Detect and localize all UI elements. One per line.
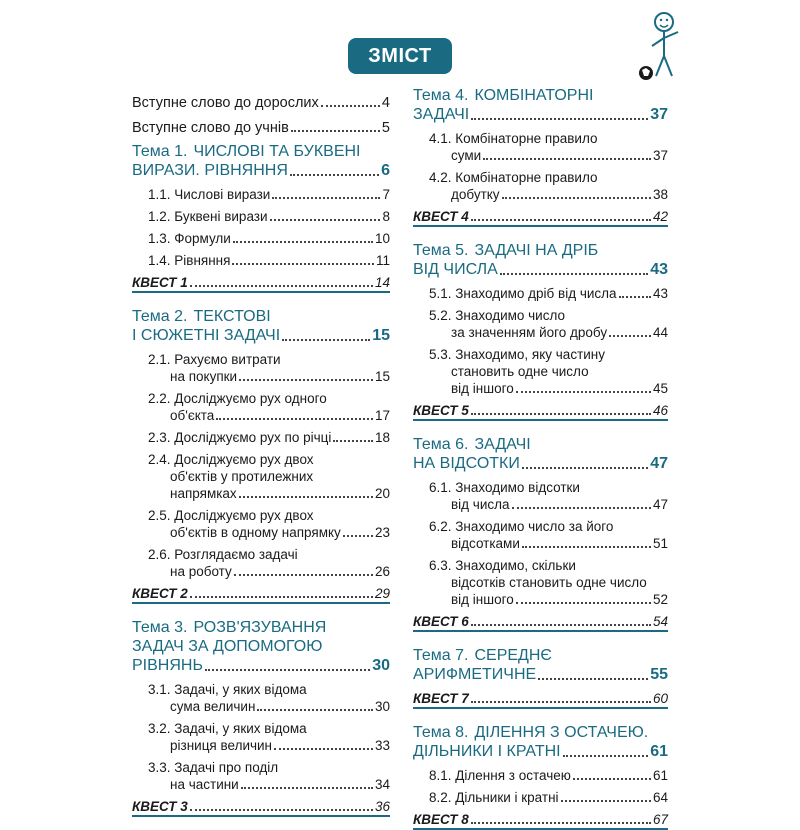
toc-item-line xyxy=(148,186,390,203)
toc-item-page: 64 xyxy=(652,790,668,805)
toc-item-line xyxy=(148,698,390,715)
toc-item-page: 38 xyxy=(652,187,668,202)
toc-item-page: 44 xyxy=(652,325,668,340)
toc-item-label: сума величин xyxy=(170,699,256,714)
toc-item-line xyxy=(148,681,390,698)
toc-item-page: 8 xyxy=(382,209,390,224)
kvest-row[interactable] xyxy=(413,690,668,707)
toc-item-page: 20 xyxy=(374,486,390,501)
section-gap xyxy=(413,709,668,723)
intro-row[interactable] xyxy=(132,86,390,111)
toc-item-label: 4.2. Комбінаторне правило xyxy=(429,170,598,185)
dot-leader xyxy=(205,669,370,671)
kvest-label: КВЕСТ 8 xyxy=(413,812,469,827)
dot-leader xyxy=(471,822,651,824)
toc-item-label: 1.2. Буквені вирази xyxy=(148,209,268,224)
contents-title: ЗМІСТ xyxy=(348,38,452,74)
toc-item-label: 2.3. Досліджуємо рух по річці xyxy=(148,430,332,445)
theme-title: ДІЛЬНИКИ І КРАТНІ xyxy=(413,743,561,760)
theme-prefix: Тема 5. xyxy=(413,242,469,259)
toc-item-page: 33 xyxy=(374,738,390,753)
kvest-row[interactable] xyxy=(413,402,668,419)
theme-page: 6 xyxy=(381,162,390,179)
toc-theme[interactable] xyxy=(413,723,668,830)
toc-item-page: 7 xyxy=(382,187,390,202)
stick-figure-icon xyxy=(636,10,688,82)
theme-title: ВИРАЗИ. РІВНЯННЯ xyxy=(132,162,288,179)
toc-item-label: 3.3. Задачі про поділ xyxy=(148,760,279,775)
toc-theme[interactable] xyxy=(132,307,390,604)
toc-theme[interactable] xyxy=(413,646,668,709)
theme-heading-line xyxy=(132,637,390,656)
intro-page: 5 xyxy=(381,120,390,136)
dot-leader xyxy=(257,709,373,711)
toc-item-line xyxy=(429,557,668,574)
theme-title: ЗАДАЧ ЗА ДОПОМОГОЮ xyxy=(132,638,323,655)
toc-item[interactable] xyxy=(413,557,668,608)
intro-page: 4 xyxy=(381,95,390,111)
dot-leader xyxy=(522,467,648,469)
dot-leader xyxy=(516,391,651,393)
theme-prefix: Тема 3. xyxy=(132,619,188,636)
intro-label: Вступне слово до учнів xyxy=(132,120,289,136)
toc-item-line xyxy=(148,737,390,754)
toc-theme[interactable] xyxy=(413,86,668,227)
toc-item-line xyxy=(429,147,668,164)
dot-leader xyxy=(619,296,651,298)
toc-item[interactable] xyxy=(132,351,390,385)
theme-title: ВІД ЧИСЛА xyxy=(413,261,498,278)
toc-item-label: 5.1. Знаходимо дріб від числа xyxy=(429,286,617,301)
toc-item-line xyxy=(429,346,668,363)
kvest-label: КВЕСТ 2 xyxy=(132,586,188,601)
dot-leader xyxy=(333,440,373,442)
section-gap xyxy=(413,632,668,646)
theme-heading-line xyxy=(413,241,668,260)
toc-item-page: 17 xyxy=(374,408,390,423)
contents-right-column xyxy=(413,86,668,830)
section-gap xyxy=(132,604,390,618)
theme-heading-line xyxy=(413,260,668,279)
contents-left-column xyxy=(132,86,390,817)
dot-leader xyxy=(471,624,651,626)
toc-item-label: 6.3. Знаходимо, скільки xyxy=(429,558,576,573)
theme-heading-line xyxy=(132,307,390,326)
dot-leader xyxy=(471,413,651,415)
toc-item[interactable] xyxy=(413,518,668,552)
toc-item-line xyxy=(148,485,390,502)
toc-item-line xyxy=(429,496,668,513)
toc-item[interactable] xyxy=(413,479,668,513)
toc-item-label: суми xyxy=(451,148,482,163)
kvest-page: 36 xyxy=(374,799,390,814)
toc-item-label: 2.5. Досліджуємо рух двох xyxy=(148,508,314,523)
toc-item-line xyxy=(429,130,668,147)
toc-item-line xyxy=(429,169,668,186)
toc-theme[interactable] xyxy=(132,142,390,293)
toc-item[interactable] xyxy=(132,681,390,715)
theme-title: АРИФМЕТИЧНЕ xyxy=(413,666,537,683)
toc-item[interactable] xyxy=(132,451,390,502)
theme-heading-line xyxy=(132,656,390,675)
toc-item[interactable] xyxy=(413,169,668,203)
theme-title: ЗАДАЧІ xyxy=(413,106,470,123)
dot-leader xyxy=(538,678,648,680)
dot-leader xyxy=(483,158,651,160)
toc-item-label: 1.4. Рівняння xyxy=(148,253,231,268)
toc-item[interactable] xyxy=(132,759,390,793)
toc-item-label: за значенням його дробу xyxy=(451,325,608,340)
dot-leader xyxy=(290,174,379,176)
dot-leader xyxy=(239,496,373,498)
toc-item-label: напрямках xyxy=(170,486,237,501)
kvest-row[interactable] xyxy=(413,613,668,630)
toc-item-line xyxy=(148,429,390,446)
dot-leader xyxy=(232,263,374,265)
dot-leader xyxy=(512,507,651,509)
dot-leader xyxy=(272,197,380,199)
kvest-page: 54 xyxy=(652,614,668,629)
toc-item-page: 61 xyxy=(652,768,668,783)
toc-item[interactable] xyxy=(132,230,390,247)
dot-leader xyxy=(516,602,651,604)
toc-item[interactable] xyxy=(132,720,390,754)
dot-leader xyxy=(241,787,373,789)
toc-item[interactable] xyxy=(132,252,390,269)
toc-item-label: 2.6. Розглядаємо задачі xyxy=(148,547,298,562)
toc-item-page: 26 xyxy=(374,564,390,579)
toc-item-line xyxy=(429,380,668,397)
dot-leader xyxy=(282,339,370,341)
kvest-row[interactable] xyxy=(413,208,668,225)
theme-page: 43 xyxy=(650,261,668,278)
toc-item-page: 34 xyxy=(374,777,390,792)
toc-item-line xyxy=(148,390,390,407)
theme-heading-line xyxy=(413,742,668,761)
toc-item-line xyxy=(148,759,390,776)
toc-item-line xyxy=(429,535,668,552)
kvest-label: КВЕСТ 7 xyxy=(413,691,469,706)
toc-item[interactable] xyxy=(132,208,390,225)
kvest-page: 29 xyxy=(374,586,390,601)
toc-item-label: 2.4. Досліджуємо рух двох xyxy=(148,452,314,467)
toc-item[interactable] xyxy=(132,507,390,541)
toc-item-line xyxy=(429,307,668,324)
kvest-label: КВЕСТ 1 xyxy=(132,275,188,290)
toc-item-line xyxy=(148,252,390,269)
toc-item-label: від іншого xyxy=(451,592,514,607)
toc-item-page: 11 xyxy=(375,253,390,268)
toc-item-line xyxy=(148,230,390,247)
theme-page: 61 xyxy=(650,743,668,760)
dot-leader xyxy=(522,546,651,548)
theme-heading-line xyxy=(132,618,390,637)
toc-item-line xyxy=(148,468,390,485)
toc-item-line xyxy=(148,720,390,737)
theme-prefix: Тема 2. xyxy=(132,308,188,325)
toc-theme[interactable] xyxy=(132,618,390,817)
theme-title: ДІЛЕННЯ З ОСТАЧЕЮ. xyxy=(474,724,649,741)
dot-leader xyxy=(190,285,373,287)
theme-heading-line xyxy=(413,105,668,124)
toc-item-line xyxy=(148,208,390,225)
theme-prefix: Тема 8. xyxy=(413,724,469,741)
theme-title: ЧИСЛОВІ ТА БУКВЕНІ xyxy=(193,143,361,160)
toc-item-label: на покупки xyxy=(170,369,238,384)
theme-title: КОМБІНАТОРНІ xyxy=(474,87,594,104)
toc-item-page: 30 xyxy=(374,699,390,714)
dot-leader xyxy=(216,418,373,420)
toc-item-label: добутку xyxy=(451,187,500,202)
dot-leader xyxy=(609,335,651,337)
kvest-page: 60 xyxy=(652,691,668,706)
toc-item-label: 5.3. Знаходимо, яку частину xyxy=(429,347,605,362)
toc-item-label: 8.1. Ділення з остачею xyxy=(429,768,571,783)
toc-item-line xyxy=(429,285,668,302)
intro-label: Вступне слово до дорослих xyxy=(132,95,319,111)
kvest-row[interactable] xyxy=(132,274,390,291)
toc-item-line xyxy=(429,363,668,380)
toc-item-page: 47 xyxy=(652,497,668,512)
dot-leader xyxy=(291,130,380,132)
theme-page: 55 xyxy=(650,666,668,683)
toc-item-label: становить одне число xyxy=(451,364,589,379)
toc-item-line xyxy=(429,767,668,784)
toc-item-line xyxy=(148,351,390,368)
theme-heading-line xyxy=(413,723,668,742)
dot-leader xyxy=(561,800,651,802)
section-gap xyxy=(132,293,390,307)
toc-item-line xyxy=(148,407,390,424)
section-gap xyxy=(413,421,668,435)
theme-heading-line xyxy=(413,665,668,684)
toc-item-line xyxy=(148,563,390,580)
theme-title: ТЕКСТОВІ xyxy=(193,308,271,325)
toc-item-line xyxy=(148,524,390,541)
intro-row[interactable] xyxy=(132,111,390,136)
toc-item-label: 2.2. Досліджуємо рух одного xyxy=(148,391,327,406)
toc-item[interactable] xyxy=(413,789,668,806)
toc-item-label: на частини xyxy=(170,777,239,792)
kvest-page: 14 xyxy=(374,275,390,290)
toc-item-line xyxy=(148,546,390,563)
theme-page: 47 xyxy=(650,455,668,472)
toc-item-line xyxy=(429,324,668,341)
dot-leader xyxy=(321,105,380,107)
theme-title: РОЗВ'ЯЗУВАННЯ xyxy=(193,619,327,636)
dot-leader xyxy=(233,241,373,243)
toc-item-label: об'єкта xyxy=(170,408,215,423)
toc-item-page: 52 xyxy=(652,592,668,607)
theme-title: І СЮЖЕТНІ ЗАДАЧІ xyxy=(132,327,281,344)
toc-theme[interactable] xyxy=(413,435,668,632)
toc-item-label: об'єктів у протилежних xyxy=(170,469,314,484)
toc-item[interactable] xyxy=(413,767,668,784)
toc-item-line xyxy=(148,368,390,385)
theme-heading-line xyxy=(413,86,668,105)
theme-prefix: Тема 1. xyxy=(132,143,188,160)
dot-leader xyxy=(343,535,373,537)
kvest-divider xyxy=(132,815,390,817)
toc-item-page: 45 xyxy=(652,381,668,396)
kvest-row[interactable] xyxy=(132,798,390,815)
toc-item-label: 1.1. Числові вирази xyxy=(148,187,271,202)
dot-leader xyxy=(471,701,651,703)
dot-leader xyxy=(190,809,373,811)
toc-item-line xyxy=(429,186,668,203)
toc-item-label: 2.1. Рахуємо витрати xyxy=(148,352,281,367)
toc-item-label: 6.2. Знаходимо число за його xyxy=(429,519,614,534)
toc-item[interactable] xyxy=(413,346,668,397)
toc-item[interactable] xyxy=(413,285,668,302)
dot-leader xyxy=(563,755,649,757)
theme-heading-line xyxy=(413,435,668,454)
theme-title: ЗАДАЧІ НА ДРІБ xyxy=(474,242,599,259)
theme-prefix: Тема 6. xyxy=(413,436,469,453)
dot-leader xyxy=(274,748,373,750)
toc-item-line xyxy=(429,789,668,806)
toc-item[interactable] xyxy=(413,130,668,164)
toc-item-label: відсотками xyxy=(451,536,520,551)
toc-item-label: 1.3. Формули xyxy=(148,231,231,246)
theme-heading-line xyxy=(132,326,390,345)
toc-item-label: 4.1. Комбінаторне правило xyxy=(429,131,598,146)
dot-leader xyxy=(502,197,651,199)
toc-item-label: від іншого xyxy=(451,381,514,396)
theme-title: РІВНЯНЬ xyxy=(132,657,203,674)
dot-leader xyxy=(270,219,381,221)
theme-title: ЗАДАЧІ xyxy=(474,436,531,453)
kvest-label: КВЕСТ 3 xyxy=(132,799,188,814)
toc-item[interactable] xyxy=(132,429,390,446)
toc-item-page: 18 xyxy=(374,430,390,445)
dot-leader xyxy=(239,379,373,381)
toc-item-line xyxy=(429,574,668,591)
toc-item-line xyxy=(429,518,668,535)
kvest-row[interactable] xyxy=(413,811,668,828)
theme-prefix: Тема 7. xyxy=(413,647,469,664)
theme-heading-line xyxy=(413,454,668,473)
toc-item[interactable] xyxy=(132,546,390,580)
dot-leader xyxy=(471,219,651,221)
toc-item-page: 10 xyxy=(374,231,390,246)
theme-page: 37 xyxy=(650,106,668,123)
toc-item-label: 5.2. Знаходимо число xyxy=(429,308,566,323)
toc-item-line xyxy=(429,591,668,608)
theme-heading-line xyxy=(132,161,390,180)
dot-leader xyxy=(573,778,651,780)
toc-item-label: на роботу xyxy=(170,564,232,579)
toc-item-label: різниця величин xyxy=(170,738,273,753)
theme-page: 30 xyxy=(372,657,390,674)
toc-item-page: 37 xyxy=(652,148,668,163)
theme-page: 15 xyxy=(372,327,390,344)
toc-item-line xyxy=(148,507,390,524)
toc-item[interactable] xyxy=(413,307,668,341)
theme-heading-line xyxy=(132,142,390,161)
toc-item-label: 3.1. Задачі, у яких відома xyxy=(148,682,307,697)
toc-theme[interactable] xyxy=(413,241,668,421)
toc-item-label: від числа xyxy=(451,497,510,512)
theme-prefix: Тема 4. xyxy=(413,87,469,104)
toc-item-label: 6.1. Знаходимо відсотки xyxy=(429,480,580,495)
toc-item[interactable] xyxy=(132,390,390,424)
dot-leader xyxy=(471,118,648,120)
toc-item-label: 3.2. Задачі, у яких відома xyxy=(148,721,307,736)
dot-leader xyxy=(234,574,373,576)
kvest-page: 67 xyxy=(652,812,668,827)
toc-item-label: 8.2. Дільники і кратні xyxy=(429,790,559,805)
section-gap xyxy=(413,227,668,241)
theme-heading-line xyxy=(413,646,668,665)
theme-title: СЕРЕДНЄ xyxy=(474,647,552,664)
kvest-row[interactable] xyxy=(132,585,390,602)
kvest-page: 42 xyxy=(652,209,668,224)
kvest-page: 46 xyxy=(652,403,668,418)
toc-item-page: 51 xyxy=(652,536,668,551)
toc-item-page: 43 xyxy=(652,286,668,301)
toc-item-label: відсотків становить одне число xyxy=(451,575,647,590)
toc-item-line xyxy=(429,479,668,496)
dot-leader xyxy=(500,273,648,275)
dot-leader xyxy=(190,596,373,598)
toc-item-page: 15 xyxy=(374,369,390,384)
kvest-label: КВЕСТ 6 xyxy=(413,614,469,629)
toc-item-line xyxy=(148,776,390,793)
toc-item[interactable] xyxy=(132,186,390,203)
kvest-label: КВЕСТ 4 xyxy=(413,209,469,224)
toc-item-label: об'єктів в одному напрямку xyxy=(170,525,341,540)
theme-title: НА ВІДСОТКИ xyxy=(413,455,520,472)
kvest-label: КВЕСТ 5 xyxy=(413,403,469,418)
toc-item-line xyxy=(148,451,390,468)
toc-item-page: 23 xyxy=(374,525,390,540)
